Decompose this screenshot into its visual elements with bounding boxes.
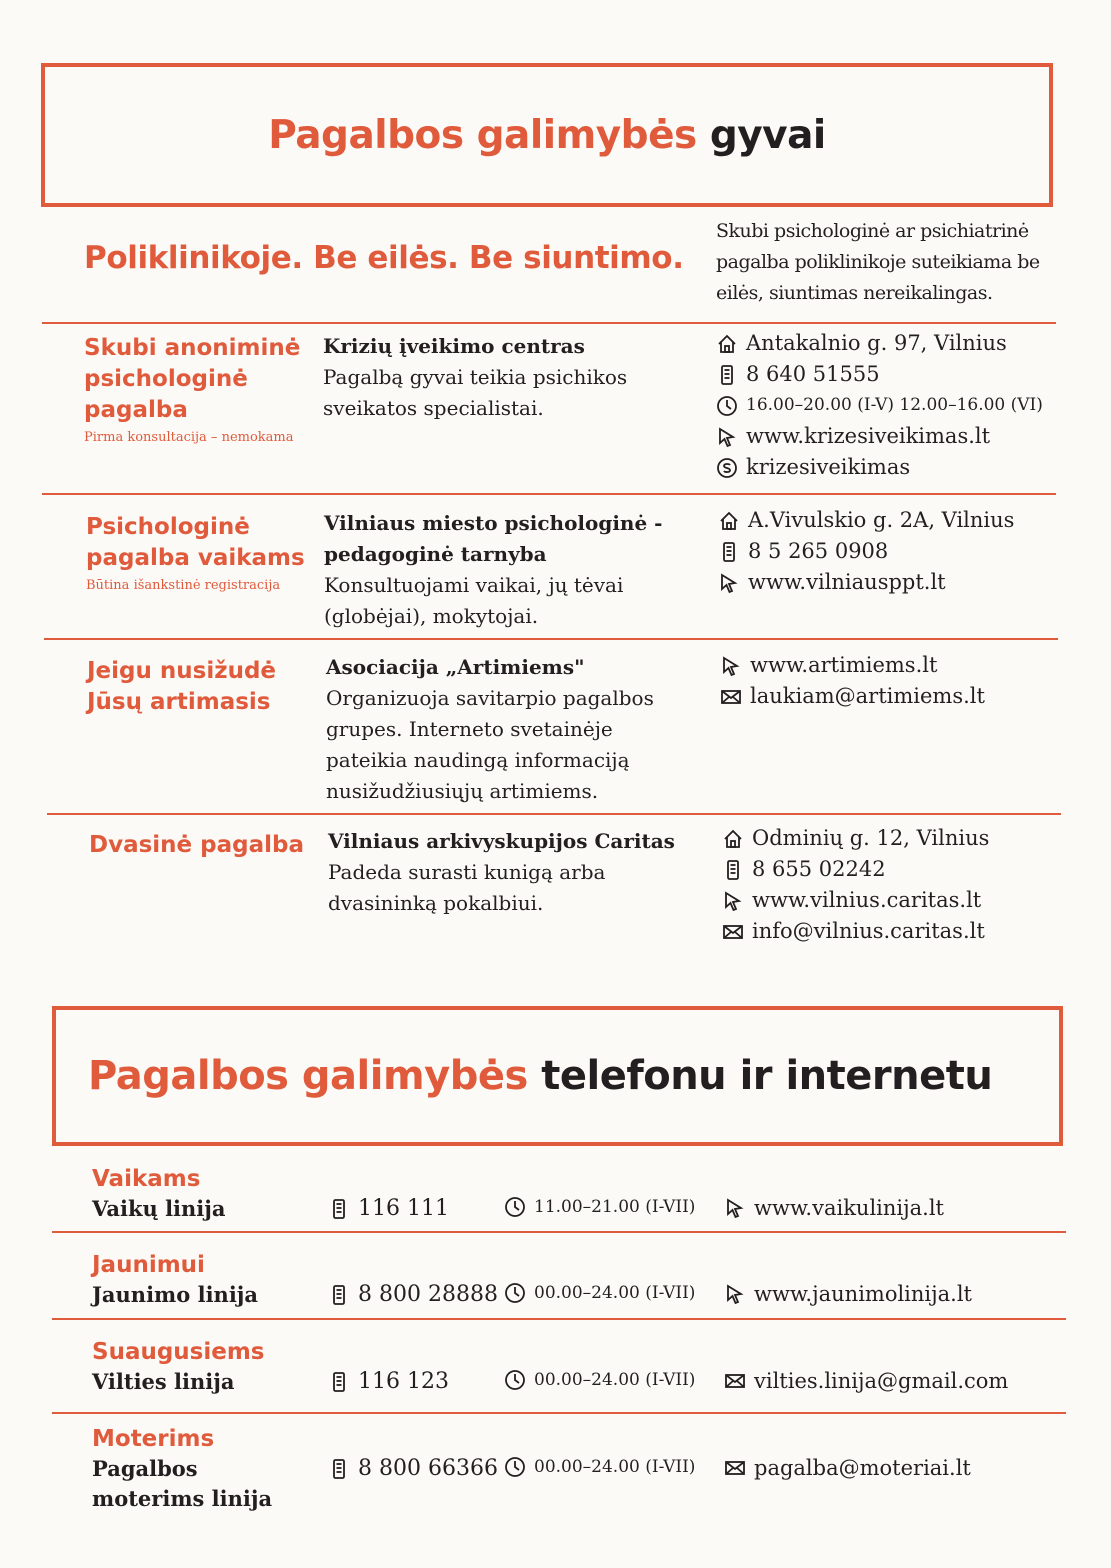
section-title-dark: gyvai <box>709 112 826 158</box>
helpline-contact[interactable] <box>724 1369 1008 1393</box>
org-caritas <box>328 826 678 919</box>
web-line[interactable] <box>716 421 1043 452</box>
cursor-icon <box>718 572 740 594</box>
section-title-phone-internet <box>88 1053 992 1099</box>
web-link[interactable]: www.artimiems.lt <box>750 653 938 677</box>
org-name: Vilniaus arkivyskupijos Caritas <box>328 829 675 853</box>
skype-icon <box>716 457 738 479</box>
helpline-target-label: Suaugusiems <box>92 1339 265 1365</box>
row-divider <box>42 493 1056 495</box>
helpline-contact[interactable] <box>724 1456 971 1480</box>
row-divider <box>44 638 1058 640</box>
org-description: Organizuoja savitarpio pagalbos grupes. Interneto svetainėje pateikia naudingą informaciją nusižudžiusiųjų artimiems. <box>326 686 654 803</box>
helpline-target-label: Jaunimui <box>92 1252 205 1278</box>
skype-line[interactable] <box>716 452 1043 483</box>
helpline-phone-number[interactable]: 8 800 66366 <box>358 1456 498 1481</box>
category-note: Pirma konsultacija – nemokama <box>84 430 294 445</box>
row-divider <box>52 1318 1066 1320</box>
category-children <box>86 512 306 596</box>
helpline-target-label: Vaikams <box>92 1166 201 1192</box>
helpline-phone-number[interactable]: 116 111 <box>358 1196 449 1221</box>
email-line[interactable] <box>722 916 989 947</box>
phone-text[interactable]: 8 5 265 0908 <box>748 539 889 563</box>
address-line <box>718 505 1014 536</box>
row-divider <box>52 1231 1066 1233</box>
subheading-note: Skubi psichologinė ar psichiatrinė pagalba poliklinikoje suteikiama be eilės, siuntimas nereikalingas. <box>716 220 1040 304</box>
helpline-row-children <box>52 1160 1066 1246</box>
helpline-row-women <box>52 1420 1066 1520</box>
helpline-service-name: Pagalbos moterims linija <box>92 1456 273 1511</box>
web-link[interactable]: www.vilnius.caritas.lt <box>752 888 982 912</box>
helpline-target <box>92 1250 258 1310</box>
helpline-hours-text: 11.00–21.00 (I-VII) <box>534 1197 696 1217</box>
address-line <box>722 823 989 854</box>
phone-text[interactable]: 8 640 51555 <box>746 362 880 386</box>
clock-icon <box>504 1282 526 1304</box>
helpline-phone[interactable] <box>328 1456 498 1481</box>
envelope-icon <box>722 921 744 943</box>
subheading: Poliklinikoje. Be eilės. Be siuntimo. <box>84 240 684 276</box>
phone-icon <box>328 1284 350 1306</box>
email-link[interactable]: info@vilnius.caritas.lt <box>752 919 985 943</box>
house-icon <box>716 333 738 355</box>
envelope-icon <box>720 686 742 708</box>
helpline-target <box>92 1337 265 1397</box>
phone-icon <box>722 859 744 881</box>
org-pedagogical-service <box>324 508 669 632</box>
helpline-hours <box>504 1369 695 1391</box>
skype-handle[interactable]: krizesiveikimas <box>746 455 911 479</box>
envelope-icon <box>724 1370 746 1392</box>
web-link[interactable]: www.krizesiveikimas.lt <box>746 424 991 448</box>
section-title-accent: Pagalbos galimybės <box>88 1053 528 1099</box>
web-link[interactable]: www.vilniausppt.lt <box>748 570 946 594</box>
contacts-crisis <box>716 328 1043 483</box>
row-divider <box>52 1412 1066 1414</box>
web-line[interactable] <box>718 567 1014 598</box>
category-label: Psichologinė pagalba vaikams <box>86 514 305 571</box>
clock-icon <box>716 395 738 417</box>
helpline-contact-link[interactable]: www.jaunimolinija.lt <box>754 1282 972 1306</box>
org-name: Krizių įveikimo centras <box>323 334 585 358</box>
clock-icon <box>504 1456 526 1478</box>
category-crisis <box>84 333 304 448</box>
helpline-contact-link[interactable]: www.vaikulinija.lt <box>754 1196 944 1220</box>
org-description: Pagalbą gyvai teikia psichikos sveikatos specialistai. <box>323 365 628 420</box>
helpline-service-name: Vaikų linija <box>92 1196 226 1221</box>
helpline-hours <box>504 1196 695 1218</box>
org-description: Padeda surasti kunigą arba dvasininką pokalbiui. <box>328 860 606 915</box>
org-name: Asociacija „Artimiems" <box>326 655 585 679</box>
helpline-hours-text: 00.00–24.00 (I-VII) <box>534 1370 696 1390</box>
phone-icon <box>716 364 738 386</box>
house-icon <box>722 828 744 850</box>
helpline-phone[interactable] <box>328 1369 449 1394</box>
helpline-phone-number[interactable]: 8 800 28888 <box>358 1282 498 1307</box>
org-artimiems <box>326 652 681 807</box>
helpline-phone-number[interactable]: 116 123 <box>358 1369 449 1394</box>
phone-icon <box>328 1458 350 1480</box>
helpline-target <box>92 1164 226 1224</box>
cursor-icon <box>724 1197 746 1219</box>
web-line[interactable] <box>722 885 989 916</box>
email-line[interactable] <box>720 681 985 712</box>
web-line[interactable] <box>720 650 985 681</box>
helpline-hours <box>504 1282 695 1304</box>
section-title-accent: Pagalbos galimybės <box>268 112 697 158</box>
clock-icon <box>504 1196 526 1218</box>
section-banner-live <box>41 63 1053 207</box>
email-link[interactable]: laukiam@artimiems.lt <box>750 684 985 708</box>
phone-line[interactable] <box>722 854 989 885</box>
envelope-icon <box>724 1457 746 1479</box>
section-title-live <box>268 113 826 158</box>
section-title-dark: telefonu ir internetu <box>541 1053 993 1099</box>
org-description: Konsultuojami vaikai, jų tėvai (globėjai), mokytojai. <box>324 573 624 628</box>
phone-line[interactable] <box>716 359 1043 390</box>
category-spiritual <box>89 830 309 861</box>
helpline-phone[interactable] <box>328 1282 498 1307</box>
contacts-spiritual <box>722 823 989 947</box>
phone-icon <box>328 1198 350 1220</box>
cursor-icon <box>724 1283 746 1305</box>
phone-icon <box>718 541 740 563</box>
helpline-contact[interactable] <box>724 1196 944 1220</box>
helpline-target-label: Moterims <box>92 1426 215 1452</box>
helpline-hours-text: 00.00–24.00 (I-VII) <box>534 1457 696 1477</box>
contacts-bereaved <box>720 650 985 712</box>
cursor-icon <box>716 426 738 448</box>
contacts-children <box>718 505 1014 598</box>
row-divider <box>42 322 1056 324</box>
helpline-contact[interactable] <box>724 1282 972 1306</box>
helpline-service-name: Vilties linija <box>92 1369 235 1394</box>
address-line <box>716 328 1043 359</box>
clock-icon <box>504 1369 526 1391</box>
address-text: Antakalnio g. 97, Vilnius <box>746 331 1007 355</box>
helpline-service-name: Jaunimo linija <box>92 1282 259 1307</box>
phone-line[interactable] <box>718 536 1014 567</box>
phone-icon <box>328 1371 350 1393</box>
row-divider <box>47 813 1061 815</box>
org-crisis-center <box>323 331 673 424</box>
cursor-icon <box>722 890 744 912</box>
category-label: Jeigu nusižudė Jūsų artimasis <box>87 658 277 715</box>
cursor-icon <box>720 655 742 677</box>
helpline-contact-link[interactable]: pagalba@moteriai.lt <box>754 1456 971 1480</box>
house-icon <box>718 510 740 532</box>
address-text: Odminių g. 12, Vilnius <box>752 826 990 850</box>
hours-text: 16.00–20.00 (I-V) 12.00–16.00 (VI) <box>746 395 1043 415</box>
hours-line <box>716 390 1043 421</box>
category-bereaved <box>87 656 307 718</box>
category-label: Dvasinė pagalba <box>89 832 304 858</box>
helpline-phone[interactable] <box>328 1196 449 1221</box>
helpline-hours-text: 00.00–24.00 (I-VII) <box>534 1283 696 1303</box>
address-text: A.Vivulskio g. 2A, Vilnius <box>748 508 1015 532</box>
helpline-target <box>92 1424 292 1514</box>
helpline-contact-link[interactable]: vilties.linija@gmail.com <box>754 1369 1009 1393</box>
category-note: Būtina išankstinė registracija <box>86 578 281 593</box>
section-banner-phone-internet <box>52 1006 1063 1146</box>
phone-text[interactable]: 8 655 02242 <box>752 857 886 881</box>
helpline-hours <box>504 1456 695 1478</box>
org-name: Vilniaus miesto psichologinė - pedagoginė tarnyba <box>324 511 663 566</box>
helpline-row-adults <box>52 1333 1066 1419</box>
category-label: Skubi anoniminė psichologinė pagalba <box>84 335 301 423</box>
